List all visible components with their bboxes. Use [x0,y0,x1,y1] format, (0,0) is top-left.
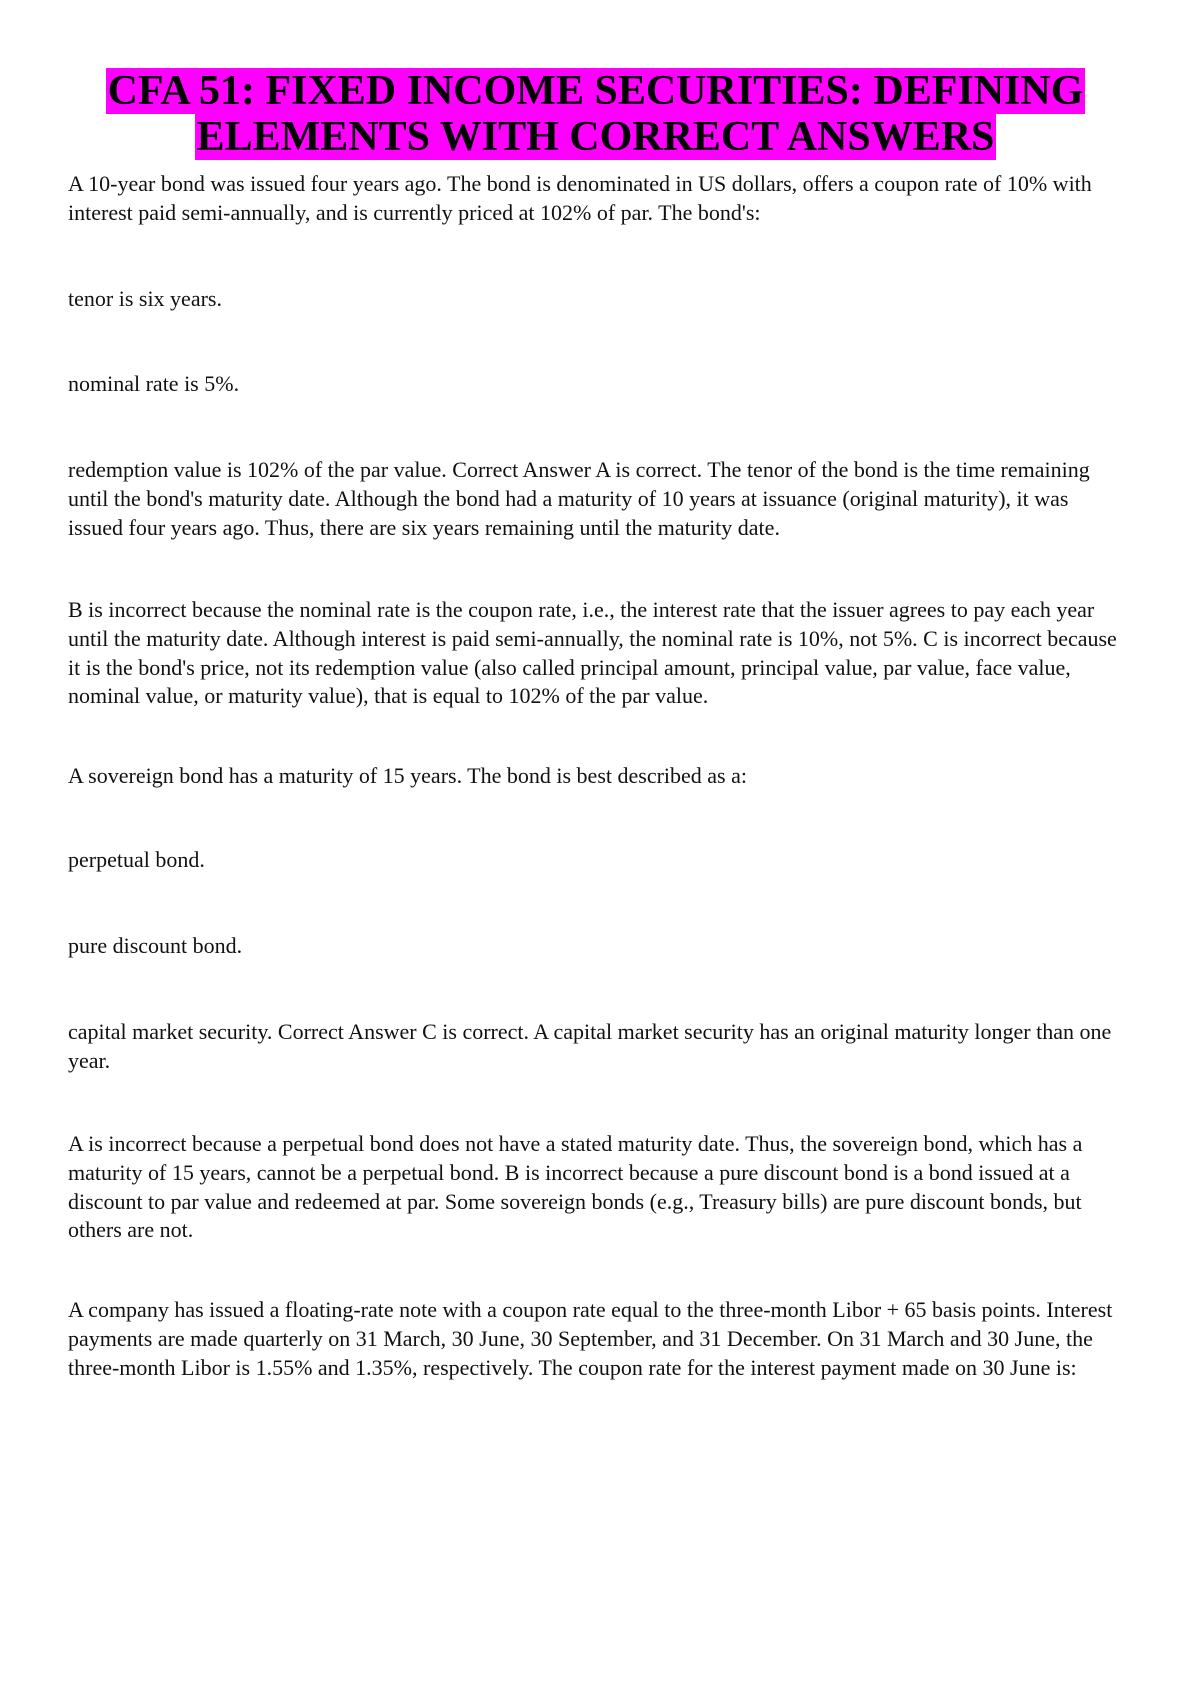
question-2-text: A sovereign bond has a maturity of 15 years. The bond is best described as a: [68,763,747,788]
title-line-2: ELEMENTS WITH CORRECT ANSWERS [196,114,995,160]
question-1-text: A 10-year bond was issued four years ago. The bond is denominated in US dollars, offers a coupon rate of 10% with interest paid semi-annually, and is currently priced at 102% of par. The bond's: [68,171,1092,225]
question-2-option-c-answer: capital market security. Correct Answer C is correct. A capital market security has an original maturity longer than one year. [68,1019,1112,1073]
document-title [60,68,1131,160]
question-1-option-a: tenor is six years. [68,286,222,311]
question-2-explanation: A is incorrect because a perpetual bond does not have a stated maturity date. Thus, the sovereign bond, which has a maturity of 15 years, cannot be a perpetual bond. B is incorrect because a pure discount bond is a bond issued at a discount to par value and redeemed at par. Some sovereign bonds (e.g., Treasury bills) are pure discount bonds, but others are not. [68,1131,1083,1243]
question-2-option-b: pure discount bond. [68,933,243,958]
title-line-1: CFA 51: FIXED INCOME SECURITIES: DEFINING [107,68,1084,114]
question-1-option-c-answer: redemption value is 102% of the par value. Correct Answer A is correct. The tenor of the bond is the time remaining until the bond's maturity date. Although the bond had a maturity of 10 years at issuance (original maturity), it was issued four years ago. Thus, there are six years remaining until the maturity date. [68,457,1090,540]
question-2-option-a: perpetual bond. [68,847,205,872]
question-1-option-b: nominal rate is 5%. [68,371,240,396]
question-1-explanation: B is incorrect because the nominal rate is the coupon rate, i.e., the interest rate that the issuer agrees to pay each year until the maturity date. Although interest is paid semi-annually, the nominal rate is 10%, not 5%. C is incorrect because it is the bond's price, not its redemption value (also called principal amount, principal value, par value, face value, nominal value, or maturity value), that is equal to 102% of the par value. [68,597,1117,709]
question-3-text: A company has issued a floating-rate note with a coupon rate equal to the three-month Libor + 65 basis points. Interest payments are made quarterly on 31 March, 30 June, 30 September, and 31 December. On 31 March and 30 June, the three-month Libor is 1.55% and 1.35%, respectively. The coupon rate for the interest payment made on 30 June is: [68,1297,1113,1380]
